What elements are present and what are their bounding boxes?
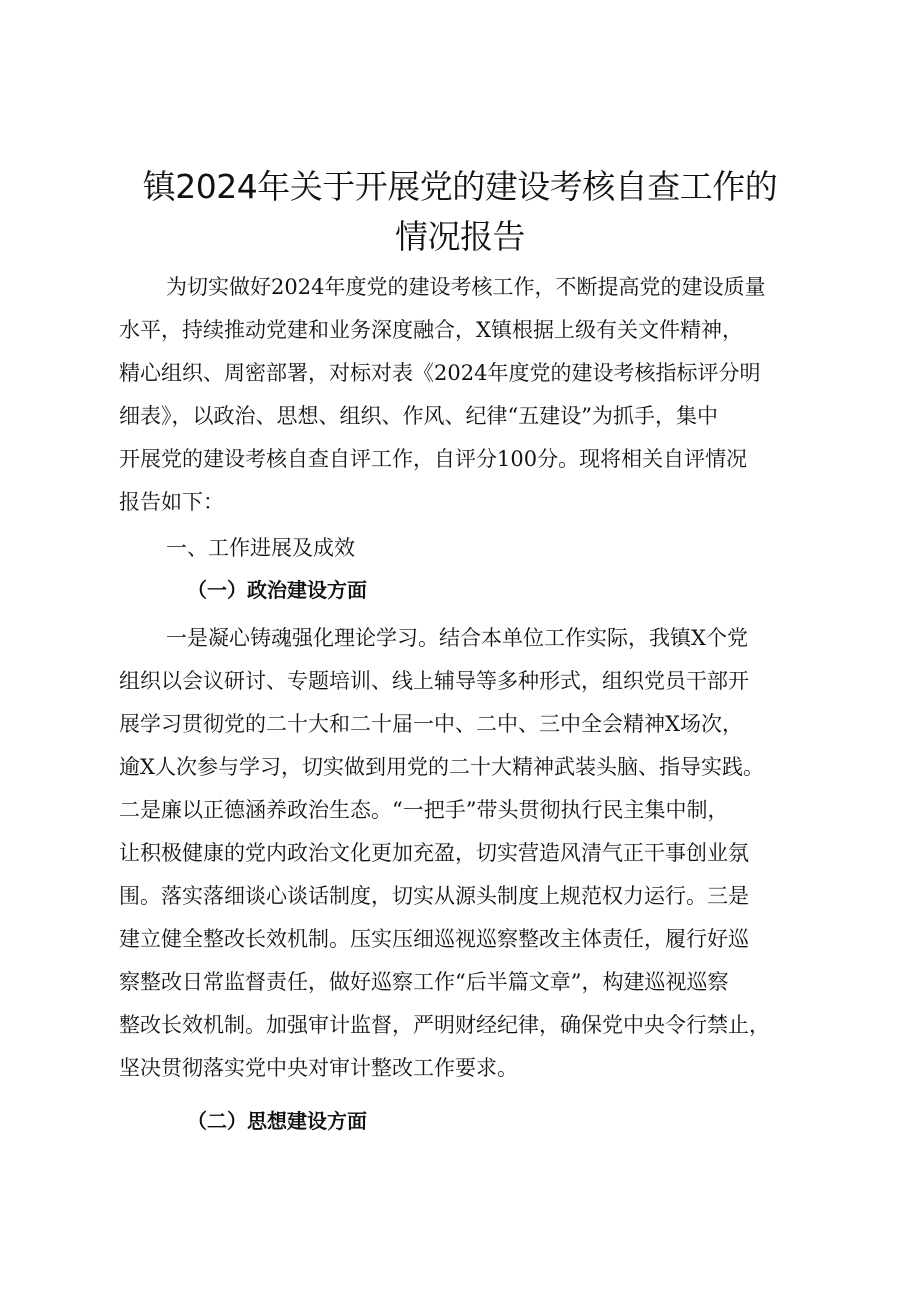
intro-line-4: 细表》，以政治、思想、组织、作风、纪律“五建设”为抓手，集中 bbox=[119, 404, 718, 428]
subsection-1-line-7: 围。落实落细谈心谈话制度，切实从源头制度上规范权力运行。三是 bbox=[119, 884, 749, 908]
political-construction-paragraph bbox=[119, 617, 819, 1090]
intro-line-1: 为切实做好2024年度党的建设考核工作，不断提高党的建设质量 bbox=[166, 275, 766, 299]
intro-paragraph bbox=[119, 266, 819, 524]
subsection-1-line-2: 组织以会议研讨、专题培训、线上辅导等多种形式，组织党员干部开 bbox=[119, 669, 749, 693]
section-1-heading: 一、工作进展及成效 bbox=[166, 536, 355, 560]
intro-line-6: 报告如下： bbox=[119, 490, 224, 514]
intro-line-3: 精心组织、周密部署，对标对表《2024年度党的建设考核指标评分明 bbox=[119, 361, 761, 385]
subsection-1-line-5: 二是廉以正德涵养政治生态。“一把手”带头贯彻执行民主集中制， bbox=[119, 798, 729, 822]
document-title-line-1: 镇2024年关于开展党的建设考核自查工作的 bbox=[142, 167, 778, 206]
subsection-1-line-3: 展学习贯彻党的二十大和二十届一中、二中、三中全会精神X场次， bbox=[119, 712, 743, 736]
subsection-1-line-10: 整改长效机制。加强审计监督，严明财经纪律，确保党中央令行禁止， bbox=[119, 1013, 770, 1037]
subsection-1-line-6: 让积极健康的党内政治文化更加充盈，切实营造风清气正干事创业氛 bbox=[119, 841, 749, 865]
document-title-line-2: 情况报告 bbox=[395, 217, 525, 256]
intro-line-2: 水平，持续推动党建和业务深度融合，X镇根据上级有关文件精神， bbox=[119, 318, 743, 342]
intro-line-5: 开展党的建设考核自查自评工作，自评分100分。现将相关自评情况 bbox=[119, 447, 748, 471]
subsection-1-line-9: 察整改日常监督责任，做好巡察工作“后半篇文章”，构建巡视巡察 bbox=[119, 970, 729, 994]
subsection-1-line-4: 逾X人次参与学习，切实做到用党的二十大精神武装头脑、指导实践。 bbox=[119, 755, 764, 779]
subsection-1-line-8: 建立健全整改长效机制。压实压细巡视巡察整改主体责任，履行好巡 bbox=[119, 927, 749, 951]
subsection-1-line-1: 一是凝心铸魂强化理论学习。结合本单位工作实际，我镇X个党 bbox=[166, 626, 748, 650]
subsection-2-heading: （二）思想建设方面 bbox=[187, 1109, 367, 1133]
subsection-1-heading: （一）政治建设方面 bbox=[187, 578, 367, 602]
subsection-1-line-11: 坚决贯彻落实党中央对审计整改工作要求。 bbox=[119, 1056, 518, 1080]
